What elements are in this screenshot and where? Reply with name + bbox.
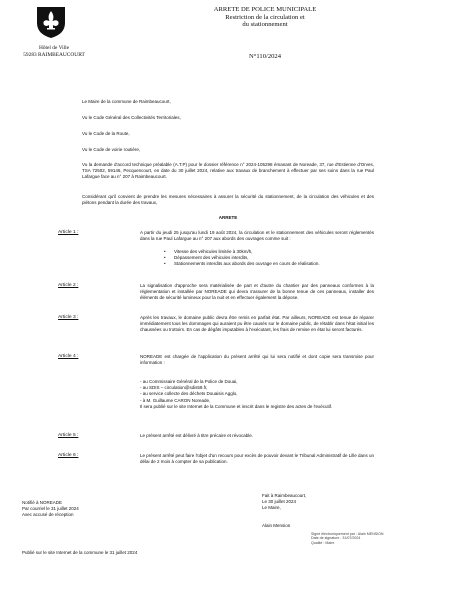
article-5-label: Article 5 : <box>58 433 79 438</box>
title-line3: du stationnement <box>242 21 288 29</box>
preamble-maire: Le Maire de la commune de Raimbeaucourt, <box>82 99 171 104</box>
article-4-tail: Il sera publié sur le site Internet de la Commune et inscrit dans le registre des actes de l'exécutif. <box>140 403 333 409</box>
article-3-label: Article 3 : <box>58 315 79 320</box>
notification-block <box>22 500 79 519</box>
publication-notice: Publié sur le site Internet de la commune le 31 juillet 2024 <box>22 550 138 555</box>
article-6-text: Le présent arrêté peut faire l'objet d'un recours pour excès de pouvoir devant le Tribunal Administratif de Lille dans un délai de 2 mois à compter de sa publication. <box>140 453 374 465</box>
article-2-text: La signalisation d'approche sera matérialisée de part et d'autre du chantier par des panneaux conformes à la réglementation et installée par NOREADE qui devra s'assurer de la bonne tenue de ces panneaux, installer des éléments de sécurité lumineux pour la nuit et en effectuer également la dépose. <box>140 283 374 301</box>
signature-place: Fait à Raimbeaucourt, <box>262 493 307 498</box>
list-item: • Dépassement des véhicules interdits, <box>164 255 364 261</box>
preamble-vu-voirie: Vu le Code de voirie routière, <box>82 147 141 152</box>
article-3-text: Après les travaux, le domaine public devra être remis en parfait état. Par ailleurs, NOREADE est tenue de réparer immédiatement tous les dommages qui auraient pu être causés sur le domaine public, de rétablir dans l'état initial les chaussées ou trottoirs. En cas de dégâts imputables à l'exécutant, les frais de remise en état lui seront facturés. <box>140 315 374 333</box>
list-item: • Vitesse des véhicules limitée à 30km/h, <box>164 249 364 255</box>
notification-line2: Par courriel le 31 juillet 2024 <box>22 506 79 512</box>
document-title <box>205 6 325 29</box>
preamble-considerant: Considérant qu'il convient de prendre les mesures nécessaires à assurer la sécurité du stationnement, de la circulation des véhicules et des piétons pendant la durée des travaux, <box>82 194 374 206</box>
list-item: - au service collecte des déchets Douaisis Agglo, <box>140 391 238 397</box>
article-4-label: Article 4 : <box>58 354 79 359</box>
signature-date: Le 30 juillet 2024 <box>262 499 297 505</box>
signature-block <box>262 493 306 529</box>
article-6-label: Article 6 : <box>58 453 79 458</box>
mairie-line1: Hôtel de Ville <box>38 45 70 51</box>
preamble-vu-atp: Vu la demande d'accord technique préalable (A.T.P) pour le dossier référence n° 2024-105298 émanant de Noreade, 37, rue d'Estienne d'Orves, TSA 72502, 59146, Pecquencourt, en date du 30 juillet 2024, relative aux travaux de branchement à effectuer par ses soins dans la rue Paul Lafargue face au n° 207 à Raimbeaucourt. <box>82 162 374 180</box>
article-2-label: Article 2 : <box>58 283 79 288</box>
list-item: - à M. Guillaume CARON Noreade, <box>140 397 211 403</box>
title-line2: Restriction de la circulation et <box>225 13 305 21</box>
preamble-vu-code-route: Vu le Code de la Route, <box>82 131 130 136</box>
mairie-address <box>14 45 94 58</box>
arrete-heading: ARRETE <box>218 215 238 220</box>
signature-title: Le Maire, <box>262 505 281 511</box>
notification-line3: Avec accusé de réception <box>22 512 74 518</box>
list-item: • Stationnements interdits aux abords des ouvrage en cours de réalisation. <box>164 261 364 267</box>
signature-name: Alain Mension <box>262 522 291 528</box>
article-1-bullets <box>164 249 364 268</box>
list-item: - au Commissaire Général de la Police de Douai, <box>140 379 238 384</box>
esig-line3: Qualité : Maire <box>311 540 335 545</box>
esig-line1: Signé électroniquement par : Alain MENSION <box>311 532 384 536</box>
arrete-number: N°110/2024 <box>248 53 282 60</box>
mairie-line2: 59283 RAIMBEAUCOURT <box>23 51 85 58</box>
esig-line2: Date de signature : 31/07/2024 <box>311 536 361 541</box>
list-item: - au SDIS – circulation@sdis59.fr, <box>140 385 208 391</box>
notification-line1: Notifié à NOREADE <box>22 500 63 505</box>
fleur-de-lis-shield-icon <box>36 6 66 39</box>
article-4-recipients <box>140 379 374 410</box>
electronic-signature-stamp <box>311 532 384 545</box>
article-1-text: A partir du jeudi 25 jusqu'au lundi 19 août 2024, la circulation et le stationnement des véhicules seront réglementés dans la rue Paul Lafargue au n° 207 aux abords des ouvrages comme suit : <box>140 230 374 242</box>
article-5-text: Le présent arrêté est délivré à titre précaire et révocable. <box>140 433 254 438</box>
title-line1: ARRETE DE POLICE MUNICIPALE <box>213 6 317 13</box>
article-1-label: Article 1 : <box>58 230 79 235</box>
article-4-text: NOREADE est chargée de l'application du présent arrêté qui lui sera notifié et dont copie sera transmise pour information : <box>140 354 374 366</box>
preamble-vu-cgct: Vu le Code Général des Collectivités Territoriales, <box>82 115 181 120</box>
